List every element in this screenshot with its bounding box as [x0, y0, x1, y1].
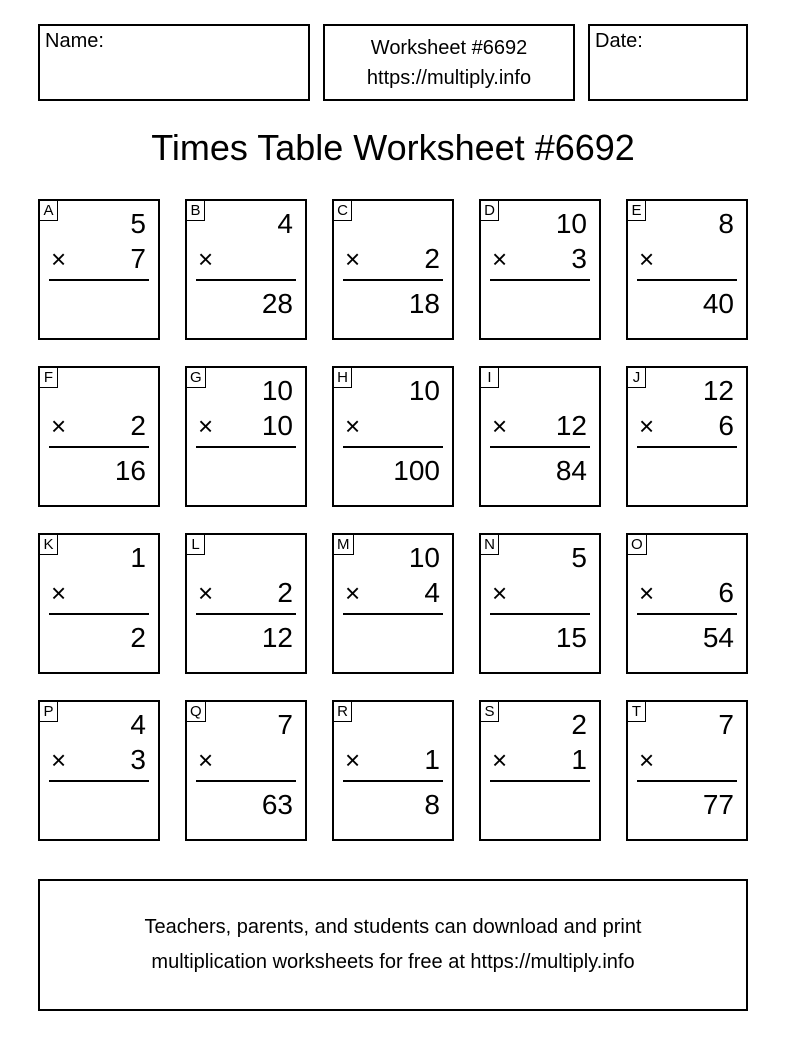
answer-line — [637, 446, 737, 448]
problem-label: E — [627, 200, 646, 221]
answer-line — [637, 780, 737, 782]
times-sign: × — [198, 578, 214, 608]
product: 84 — [555, 455, 587, 486]
date-label: Date: — [595, 30, 643, 52]
date-box — [588, 24, 748, 101]
problem-box — [479, 199, 601, 340]
times-sign: × — [639, 411, 655, 441]
answer-line — [49, 780, 149, 782]
answer-line — [196, 279, 296, 281]
problem-label: M — [333, 534, 354, 555]
problem-label: K — [39, 534, 58, 555]
worksheet-id-box — [323, 24, 575, 101]
answer-line — [343, 613, 443, 615]
problem-box — [185, 533, 307, 674]
multiplicand: 7 — [277, 709, 293, 740]
multiplicand: 4 — [130, 709, 146, 740]
answer-line — [196, 446, 296, 448]
answer-line — [49, 613, 149, 615]
problem-label: R — [333, 701, 352, 722]
times-sign: × — [198, 745, 214, 775]
problem-box — [626, 199, 748, 340]
problem-box — [626, 700, 748, 841]
multiplicand: 12 — [702, 375, 734, 406]
multiplicand: 7 — [718, 709, 734, 740]
multiplicand: 10 — [408, 542, 440, 573]
answer-line — [637, 613, 737, 615]
name-label: Name: — [45, 30, 104, 52]
answer-line — [637, 279, 737, 281]
times-sign: × — [51, 745, 67, 775]
times-sign: × — [492, 745, 508, 775]
problem-label: O — [627, 534, 647, 555]
problem-box — [38, 199, 160, 340]
times-sign: × — [198, 244, 214, 274]
times-sign: × — [345, 411, 361, 441]
times-sign: × — [345, 745, 361, 775]
problem-box — [332, 700, 454, 841]
problem-label: I — [480, 367, 499, 388]
problem-label: Q — [186, 701, 206, 722]
problem-box — [38, 533, 160, 674]
answer-line — [490, 780, 590, 782]
answer-line — [49, 279, 149, 281]
times-sign: × — [51, 411, 67, 441]
answer-line — [196, 613, 296, 615]
multiplier: 6 — [718, 577, 734, 608]
multiplier: 4 — [424, 577, 440, 608]
problem-label: S — [480, 701, 499, 722]
answer-line — [343, 446, 443, 448]
multiplier: 2 — [130, 410, 146, 441]
footer-box — [38, 879, 748, 1011]
multiplier: 12 — [555, 410, 587, 441]
problem-box — [479, 700, 601, 841]
product: 40 — [702, 288, 734, 319]
multiplier: 6 — [718, 410, 734, 441]
problem-label: B — [186, 200, 205, 221]
times-sign: × — [198, 411, 214, 441]
multiplicand: 1 — [130, 542, 146, 573]
answer-line — [490, 613, 590, 615]
multiplier: 3 — [571, 243, 587, 274]
problem-box — [185, 199, 307, 340]
multiplier: 10 — [261, 410, 293, 441]
answer-line — [49, 446, 149, 448]
problem-box — [38, 366, 160, 507]
problem-label: N — [480, 534, 499, 555]
problem-label: L — [186, 534, 205, 555]
problem-label: P — [39, 701, 58, 722]
multiplicand: 4 — [277, 208, 293, 239]
answer-line — [490, 446, 590, 448]
times-sign: × — [492, 578, 508, 608]
product: 54 — [702, 622, 734, 653]
problem-label: A — [39, 200, 58, 221]
problem-label: G — [186, 367, 206, 388]
problem-box — [626, 366, 748, 507]
times-sign: × — [639, 244, 655, 274]
answer-line — [343, 279, 443, 281]
problem-label: H — [333, 367, 352, 388]
multiplicand: 10 — [261, 375, 293, 406]
problem-box — [185, 366, 307, 507]
answer-line — [343, 780, 443, 782]
footer-line-2: multiplication worksheets for free at https://multiply.info — [151, 951, 635, 973]
multiplier: 2 — [277, 577, 293, 608]
multiplier: 7 — [130, 243, 146, 274]
product: 2 — [130, 622, 146, 653]
problem-box — [479, 533, 601, 674]
multiplier: 1 — [424, 744, 440, 775]
product: 63 — [261, 789, 293, 820]
product: 18 — [408, 288, 440, 319]
problem-box — [38, 700, 160, 841]
multiplicand: 5 — [571, 542, 587, 573]
problem-box — [332, 366, 454, 507]
product: 28 — [261, 288, 293, 319]
multiplicand: 2 — [571, 709, 587, 740]
multiplier: 3 — [130, 744, 146, 775]
answer-line — [196, 780, 296, 782]
problem-box — [626, 533, 748, 674]
times-sign: × — [345, 578, 361, 608]
times-sign: × — [492, 411, 508, 441]
product: 15 — [555, 622, 587, 653]
times-sign: × — [345, 244, 361, 274]
multiplicand: 10 — [555, 208, 587, 239]
problem-box — [479, 366, 601, 507]
problem-label: C — [333, 200, 352, 221]
page-title: Times Table Worksheet #6692 — [151, 127, 635, 168]
multiplicand: 8 — [718, 208, 734, 239]
times-sign: × — [639, 578, 655, 608]
product: 77 — [702, 789, 734, 820]
product: 16 — [114, 455, 146, 486]
problem-box — [332, 199, 454, 340]
problem-box — [185, 700, 307, 841]
times-sign: × — [639, 745, 655, 775]
times-sign: × — [51, 244, 67, 274]
problem-label: D — [480, 200, 499, 221]
multiplier: 2 — [424, 243, 440, 274]
problem-label: T — [627, 701, 646, 722]
times-sign: × — [51, 578, 67, 608]
multiplicand: 5 — [130, 208, 146, 239]
worksheet-url[interactable]: https://multiply.info — [366, 66, 532, 89]
answer-line — [490, 279, 590, 281]
times-sign: × — [492, 244, 508, 274]
multiplier: 1 — [571, 744, 587, 775]
product: 100 — [393, 455, 440, 486]
problem-label: F — [39, 367, 58, 388]
worksheet-number: Worksheet #6692 — [370, 36, 528, 59]
product: 12 — [261, 622, 293, 653]
name-box — [38, 24, 310, 101]
product: 8 — [424, 789, 440, 820]
multiplicand: 10 — [408, 375, 440, 406]
footer-line-1: Teachers, parents, and students can download and print — [144, 916, 642, 938]
problem-label: J — [627, 367, 646, 388]
problem-box — [332, 533, 454, 674]
